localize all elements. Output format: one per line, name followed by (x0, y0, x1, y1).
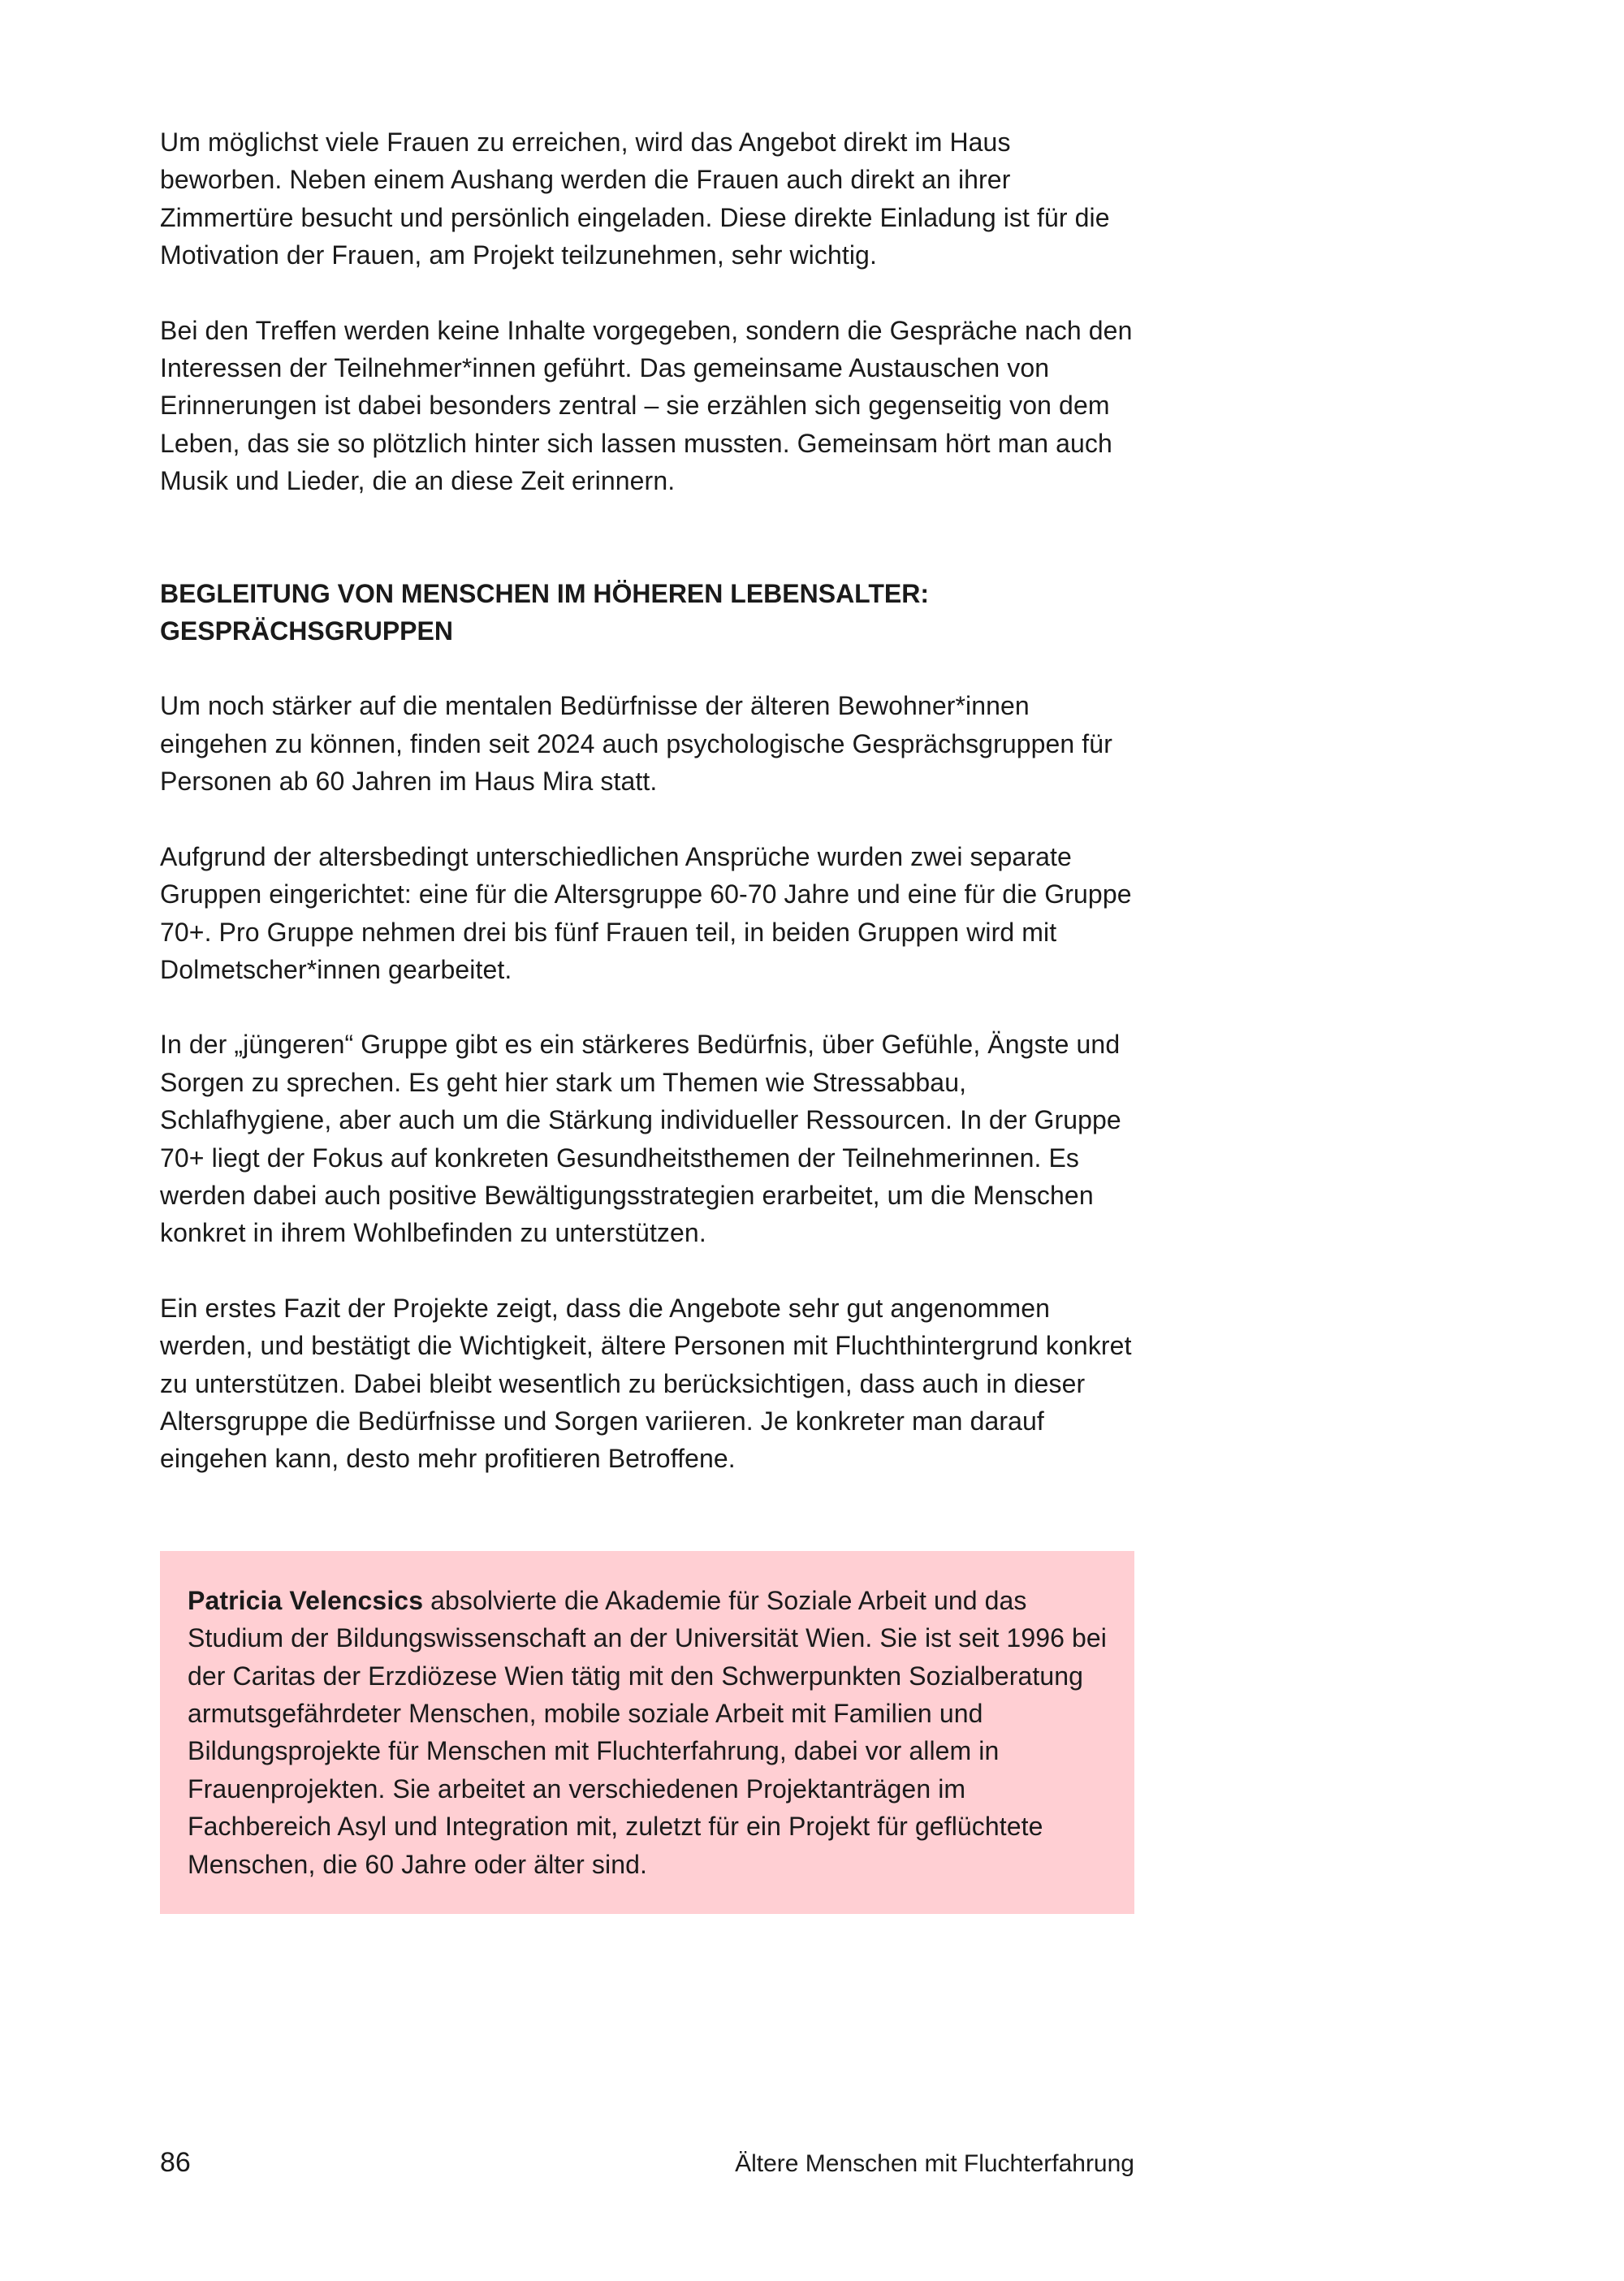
body-paragraph: Um noch stärker auf die mentalen Bedürfnisse der älteren Bewohner*innen eingehen zu können, finden seit 2024 auch psychologische Gesprächsgruppen für Personen ab 60 Jahren im Haus Mira statt. (160, 691, 1112, 797)
author-bio-text: absolvierte die Akademie für Soziale Arbeit und das Studium der Bildungswissenschaft an der Universität Wien. Sie ist seit 1996 bei der Caritas der Erzdiözese Wien tätig mit den Schwerpunkten Sozialberatung armutsgefährdeter Menschen, mobile soziale Arbeit mit Familien und Bildungsprojekte für Menschen mit Fluchterfahrung, dabei vor allem in Frauenprojekten. Sie arbeitet an verschiedenen Projektanträgen im Fachbereich Asyl und Integration mit, zuletzt für ein Projekt für geflüchtete Menschen, die 60 Jahre oder älter sind. (188, 1585, 1108, 1879)
body-paragraph: Um möglichst viele Frauen zu erreichen, wird das Angebot direkt im Haus beworben. Neben einem Aushang werden die Frauen auch direkt an ihrer Zimmertüre besucht und persönlich eingeladen. Diese direkte Einladung ist für die Motivation der Frauen, am Projekt teilzunehmen, sehr wichtig. (160, 127, 1110, 270)
page-footer (160, 2145, 1134, 2185)
author-name: Patricia Velencsics (188, 1585, 424, 1615)
author-bio-box (160, 1551, 1134, 1914)
section-heading: BEGLEITUNG VON MENSCHEN IM HÖHEREN LEBENSALTER: GESPRÄCHSGRUPPEN (160, 578, 929, 646)
running-title: Ältere Menschen mit Fluchterfahrung (735, 2150, 1134, 2177)
author-bio (188, 1582, 1107, 1883)
body-paragraph: In der „jüngeren“ Gruppe gibt es ein stärkeres Bedürfnis, über Gefühle, Ängste und Sorgen zu sprechen. Es geht hier stark um Themen wie Stressabbau, Schlafhygiene, aber auch um die Stärkung individueller Ressourcen. In der Gruppe 70+ liegt der Fokus auf konkreten Gesundheitsthemen der Teilnehmerinnen. Es werden dabei auch positive Bewältigungsstrategien erarbeitet, um die Menschen konkret in ihrem Wohlbefinden zu unterstützen. (160, 1030, 1121, 1248)
main-content (160, 123, 1134, 1914)
body-paragraph: Bei den Treffen werden keine Inhalte vorgegeben, sondern die Gespräche nach den Interessen der Teilnehmer*innen geführt. Das gemeinsame Austauschen von Erinnerungen ist dabei besonders zentral – sie erzählen sich gegenseitig von dem Leben, das sie so plötzlich hinter sich lassen mussten. Gemeinsam hört man auch Musik und Lieder, die an diese Zeit erinnern. (160, 315, 1133, 496)
page-number: 86 (160, 2147, 191, 2178)
body-paragraph: Aufgrund der altersbedingt unterschiedlichen Ansprüche wurden zwei separate Gruppen eingerichtet: eine für die Altersgruppe 60-70 Jahre und eine für die Gruppe 70+. Pro Gruppe nehmen drei bis fünf Frauen teil, in beiden Gruppen wird mit Dolmetscher*innen gearbeitet. (160, 841, 1132, 984)
body-paragraph: Ein erstes Fazit der Projekte zeigt, dass die Angebote sehr gut angenommen werden, und bestätigt die Wichtigkeit, ältere Personen mit Fluchthintergrund konkret zu unterstützen. Dabei bleibt wesentlich zu berücksichtigen, dass auch in dieser Altersgruppe die Bedürfnisse und Sorgen variieren. Je konkreter man darauf eingehen kann, desto mehr profitieren Betroffene. (160, 1293, 1132, 1474)
